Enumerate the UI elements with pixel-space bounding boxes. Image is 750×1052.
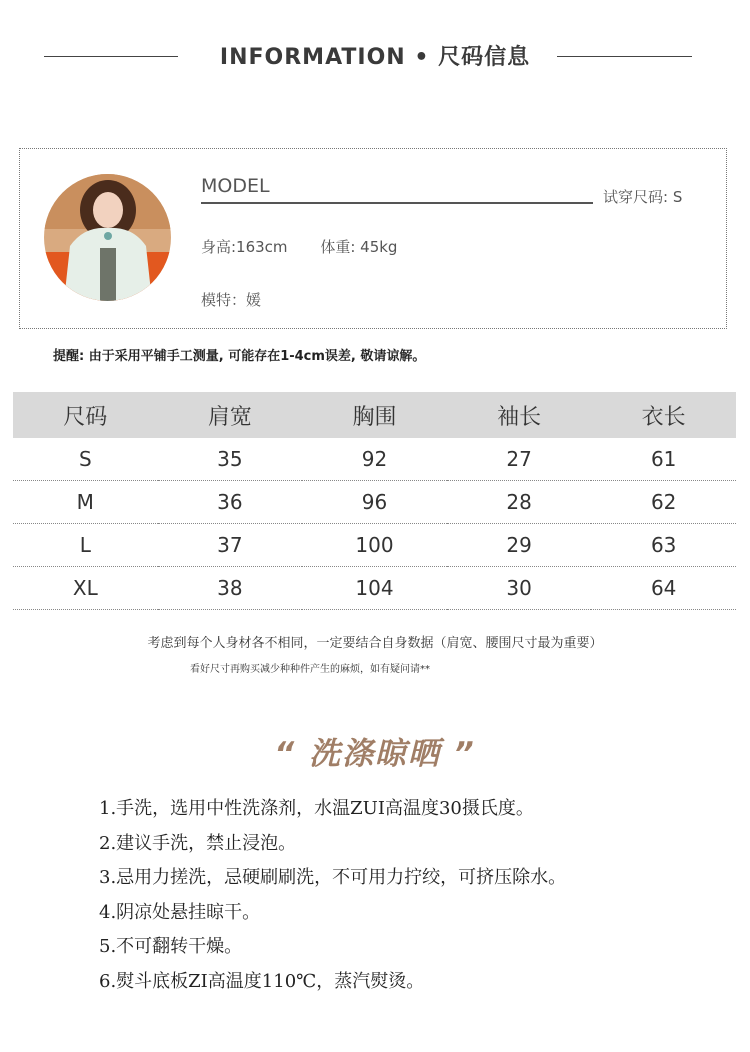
- table-cell: 100: [302, 524, 447, 567]
- table-cell: 38: [158, 567, 303, 610]
- section-title: INFORMATION • 尺码信息: [219, 45, 531, 70]
- wash-care-title: “ 洗涤晾晒 ”: [274, 736, 476, 772]
- list-item: 4.阴凉处悬挂晾干。: [99, 901, 261, 923]
- model-nickname: 模特：媛: [201, 291, 262, 309]
- model-stats: [201, 236, 425, 257]
- model-underline: [201, 202, 593, 204]
- table-cell: 27: [447, 438, 592, 481]
- size-table-header: [13, 392, 736, 438]
- measurement-notice: 提醒: 由于采用平铺手工测量, 可能存在1-4cm误差, 敬请谅解。: [53, 349, 426, 364]
- list-item: 5.不可翻转干燥。: [99, 936, 243, 957]
- table-cell: S: [13, 438, 158, 481]
- header-cell: 衣长: [591, 392, 736, 438]
- size-table: [13, 392, 736, 610]
- table-row: [13, 524, 736, 567]
- size-advice: 考虑到每个人身材各不相同，一定要结合自身数据（肩宽、腰围尺寸最为重要）: [147, 636, 603, 651]
- table-row: [13, 567, 736, 610]
- table-cell: 36: [158, 481, 303, 524]
- table-cell: L: [13, 524, 158, 567]
- table-cell: M: [13, 481, 158, 524]
- table-cell: 104: [302, 567, 447, 610]
- table-cell: 37: [158, 524, 303, 567]
- table-row: [13, 438, 736, 481]
- table-cell: 28: [447, 481, 592, 524]
- list-item: 2.建议手洗，禁止浸泡。: [99, 832, 297, 854]
- table-cell: 62: [591, 481, 736, 524]
- model-label: MODEL: [201, 175, 270, 197]
- model-weight: 体重: 45kg: [320, 238, 398, 256]
- table-cell: 30: [447, 567, 592, 610]
- list-item: 1.手洗，选用中性洗涤剂，水温ZUI高温度30摄氏度。: [99, 798, 534, 819]
- header-cell: 尺码: [13, 392, 158, 438]
- model-height: 身高:163cm: [201, 238, 288, 256]
- table-cell: 64: [591, 567, 736, 610]
- model-photo: [44, 174, 171, 301]
- table-cell: 96: [302, 481, 447, 524]
- header-cell: 袖长: [447, 392, 592, 438]
- header-divider-right: [557, 56, 692, 57]
- table-cell: 63: [591, 524, 736, 567]
- wash-care-list: [99, 796, 566, 1003]
- model-info-card: [19, 148, 727, 329]
- table-cell: 35: [158, 438, 303, 481]
- table-row: [13, 481, 736, 524]
- fit-size: 试穿尺码: S: [603, 188, 683, 206]
- table-cell: 61: [591, 438, 736, 481]
- list-item: 3.忌用力搓洗，忌硬刷刷洗，不可用力拧绞，可挤压除水。: [99, 867, 567, 888]
- table-cell: 92: [302, 438, 447, 481]
- header-cell: 胸围: [302, 392, 447, 438]
- table-cell: XL: [13, 567, 158, 610]
- list-item: 6.熨斗底板ZI高温度110℃，蒸汽熨烫。: [99, 970, 425, 992]
- header-cell: 肩宽: [158, 392, 303, 438]
- table-cell: 29: [447, 524, 592, 567]
- size-advice-small: 看好尺寸再购买减少种种件产生的麻烦，如有疑问请**: [190, 664, 430, 675]
